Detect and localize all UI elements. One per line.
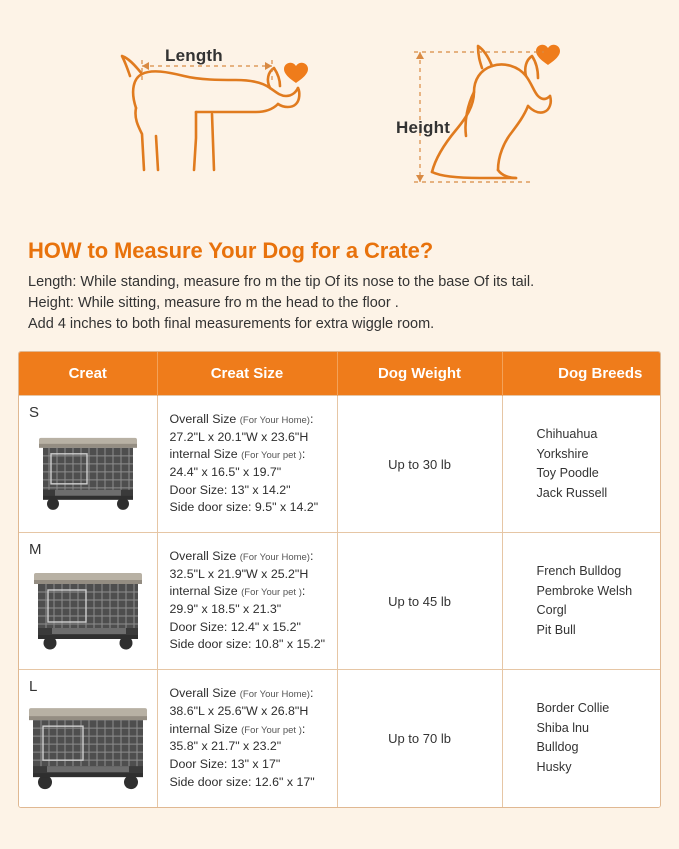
- table-row: [19, 533, 661, 670]
- crate-size-cell-m: [157, 533, 337, 670]
- door-size-m: Door Size: 12.4" x 15.2": [169, 619, 301, 634]
- table-header-row: [19, 352, 661, 396]
- side-door-size-m: Side door size: 10.8" x 15.2": [169, 637, 326, 652]
- breed-item: Shiba lnu: [536, 720, 590, 735]
- dog-breeds-cell-l: [502, 670, 661, 807]
- side-door-size-l: Side door size: 12.6" x 17": [169, 774, 315, 789]
- breed-item: Husky: [536, 759, 572, 774]
- internal-size-label-l: internal Size (For Your pet ):: [169, 721, 306, 736]
- intro-line-wiggle: Add 4 inches to both final measurements for extra wiggle room.: [28, 316, 435, 333]
- breed-item: Pembroke Welsh: [536, 583, 633, 598]
- dog-weight-cell-m: Up to 45 lb: [337, 533, 502, 670]
- dog-crate-medium-icon: [28, 555, 148, 655]
- heart-icon: [284, 63, 308, 83]
- side-door-size-s: Side door size: 9.5" x 14.2": [169, 500, 319, 515]
- page-title: HOW to Measure Your Dog for a Crate?: [28, 238, 434, 263]
- dog-sitting-outline-icon: [388, 30, 588, 200]
- intro-line-length: Length: While standing, measure fro m the tip Of its nose to the base Of its tail.: [28, 274, 535, 290]
- internal-size-value-m: 29.9" x 18.5" x 21.3": [169, 602, 282, 617]
- length-label: Length: [165, 46, 223, 65]
- breed-item: Border Collie: [536, 701, 610, 716]
- overall-size-label-m: Overall Size (For Your Home):: [169, 549, 314, 564]
- internal-size-label-m: internal Size (For Your pet ):: [169, 584, 306, 599]
- header-creat: Creat: [19, 352, 157, 396]
- breed-item: Bulldog: [536, 740, 579, 755]
- breed-item: Corgl: [536, 603, 567, 618]
- internal-size-label-s: internal Size (For Your pet ):: [169, 447, 306, 462]
- intro-text: [28, 272, 651, 335]
- dog-crate-large-icon: [25, 690, 151, 794]
- crate-image-cell-m: [19, 533, 157, 670]
- breed-item: Yorkshire: [536, 446, 589, 461]
- dog-weight-cell-l: Up to 70 lb: [337, 670, 502, 807]
- size-letter-l: L: [29, 678, 38, 696]
- overall-size-value-s: 27.2"L x 20.1"W x 23.6"H: [169, 429, 309, 444]
- breed-item: Jack Russell: [536, 485, 608, 500]
- overall-size-label-l: Overall Size (For Your Home):: [169, 686, 314, 701]
- table-row: [19, 670, 661, 807]
- internal-size-value-s: 24.4" x 16.5" x 19.7": [169, 465, 282, 480]
- size-letter-s: S: [29, 404, 40, 422]
- crate-size-cell-s: [157, 396, 337, 533]
- table-row: [19, 396, 661, 533]
- height-label: Height: [396, 118, 451, 137]
- crate-size-cell-l: [157, 670, 337, 807]
- internal-size-value-l: 35.8" x 21.7" x 23.2": [169, 739, 282, 754]
- crate-image-cell-l: [19, 670, 157, 807]
- overall-size-value-m: 32.5"L x 21.9"W x 25.2"H: [169, 566, 309, 581]
- dog-weight-cell-s: Up to 30 lb: [337, 396, 502, 533]
- dog-breeds-cell-m: [502, 533, 661, 670]
- door-size-s: Door Size: 13" x 14.2": [169, 482, 291, 497]
- header-dog-breeds: Dog Breeds: [502, 352, 661, 396]
- heart-icon: [536, 45, 560, 65]
- crate-image-cell-s: [19, 396, 157, 533]
- breed-item: French Bulldog: [536, 564, 622, 579]
- intro-line-height: Height: While sitting, measure fro m the head to the floor .: [28, 295, 399, 312]
- illustration-section: [0, 0, 679, 232]
- breed-item: Toy Poodle: [536, 466, 599, 481]
- size-letter-m: M: [29, 541, 42, 559]
- breed-item: Pit Bull: [536, 622, 576, 637]
- header-creat-size: Creat Size: [157, 352, 337, 396]
- dog-breeds-cell-s: [502, 396, 661, 533]
- breed-item: Chihuahua: [536, 427, 598, 442]
- header-dog-weight: Dog Weight: [337, 352, 502, 396]
- dog-crate-small-icon: [31, 420, 145, 516]
- size-chart-table: [18, 351, 661, 808]
- overall-size-label-s: Overall Size (For Your Home):: [169, 412, 314, 427]
- overall-size-value-l: 38.6"L x 25.6"W x 26.8"H: [169, 704, 309, 719]
- door-size-l: Door Size: 13" x 17": [169, 756, 281, 771]
